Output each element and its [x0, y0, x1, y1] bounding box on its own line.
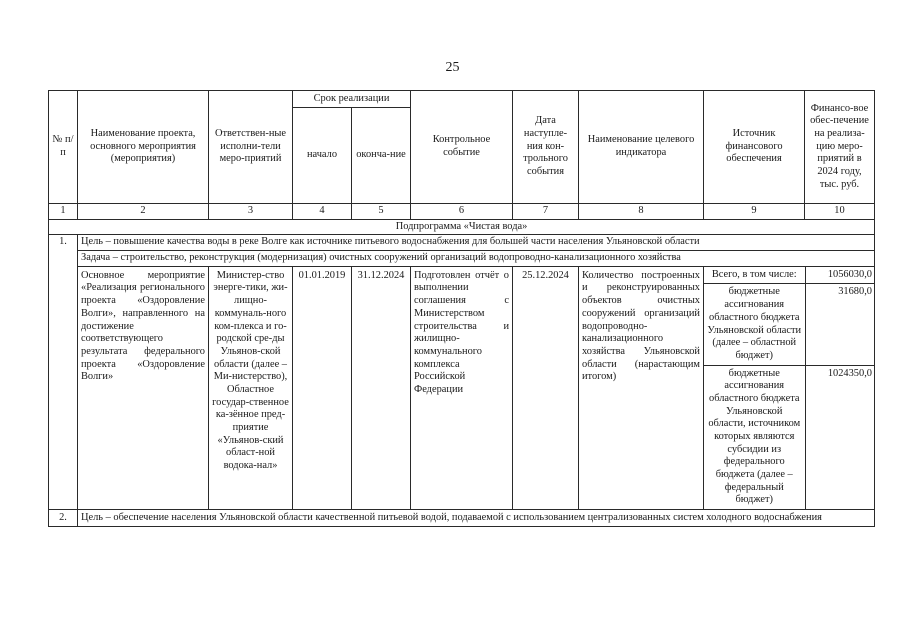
control-event: Подготовлен отчёт о выполнении соглашения с Министерством строительства и жилищно-коммунального комплекса Российской Федерации [411, 266, 513, 509]
financing-federal-row [704, 365, 875, 509]
header-col-start: начало [293, 108, 352, 204]
column-number: 6 [411, 204, 513, 220]
column-number: 1 [49, 204, 78, 220]
goal-2-text: Цель – обеспечение населения Ульяновской области качественной питьевой водой, подаваемой с использованием централизованных систем холодного водоснабжения [78, 510, 875, 527]
column-number: 9 [704, 204, 805, 220]
column-number: 5 [352, 204, 411, 220]
start-date: 01.01.2019 [293, 266, 352, 509]
goal-2-number: 2. [49, 510, 78, 527]
header-col-number: № п/п [49, 91, 78, 204]
goal-1-row [49, 235, 875, 251]
financing-federal-value: 1024350,0 [827, 367, 872, 379]
financing-cell [704, 266, 875, 509]
end-date: 31.12.2024 [352, 266, 411, 509]
goal-2-row [49, 510, 875, 527]
control-date: 25.12.2024 [513, 266, 579, 509]
header-col-responsible: Ответствен-ные исполни-тели меро-приятий [209, 91, 293, 204]
financing-regional-row [704, 284, 875, 365]
financing-subtable [704, 267, 875, 509]
financing-regional-label: бюджетные ассигнования областного бюджета Ульяновской области (далее – областной бюджет) [704, 284, 805, 365]
header-row-1 [49, 91, 875, 108]
goal-1-number: 1. [49, 235, 78, 510]
header-col-end: оконча-ние [352, 108, 411, 204]
column-number: 2 [78, 204, 209, 220]
header-term: Срок реализации [293, 91, 411, 108]
goal-1-text: Цель – повышение качества воды в реке Волге как источнике питьевого водоснабжения для большей части населения Ульяновской области [78, 235, 875, 251]
header-col-control-event: Контрольное событие [411, 91, 513, 204]
task-1-row [49, 251, 875, 267]
financing-federal-label: бюджетные ассигнования областного бюджета Ульяновской области, источником которых являются субсидии из федерального бюджета (далее – федеральный бюджет) [704, 365, 805, 509]
column-numbers-row [49, 204, 875, 220]
header-col-control-date: Дата наступле-ния кон-трольного события [513, 91, 579, 204]
target-indicator: Количество построенных и реконструированных объектов очистных сооружений организаций водопроводно-канализационного хозяйства Ульяновской области (нарастающим итогом) [579, 266, 704, 509]
column-number: 7 [513, 204, 579, 220]
main-event-name: Основное мероприятие «Реализация регионального проекта «Оздоровление Волги», направленного на достижение соответствующего результата федерального проекта «Оздоровление Волги» [78, 266, 209, 509]
subprogram-title: Подпрограмма «Чистая вода» [49, 219, 875, 235]
column-number: 8 [579, 204, 704, 220]
main-event-row [49, 266, 875, 509]
financing-total-label: Всего, в том числе: [704, 267, 805, 284]
column-number: 3 [209, 204, 293, 220]
responsible-executors: Министер-ство энерге-тики, жи-лищно-коммуналь-ного ком-плекса и го-родской сре-ды Ульянов-ской области (далее – Ми-нистерство), Областное государ-ственное ка-зённое пред-приятие «Ульянов-ский област-ной водока-нал» [209, 266, 293, 509]
financing-regional-value: 31680,0 [805, 284, 875, 365]
header-col-source: Источник финансового обеспечения [704, 91, 805, 204]
column-number: 10 [805, 204, 875, 220]
subprogram-row [49, 219, 875, 235]
financing-total-value: 1056030,0 [805, 267, 875, 284]
program-table [48, 90, 875, 527]
column-number: 4 [293, 204, 352, 220]
header-col-indicator: Наименование целевого индикатора [579, 91, 704, 204]
header-col-financing: Финансо-вое обес-печение на реализа-цию меро-приятий в 2024 году, тыс. руб. [805, 91, 875, 204]
header-col-name: Наименование проекта, основного мероприятия (мероприятия) [78, 91, 209, 204]
page-number: 25 [445, 60, 460, 75]
financing-total-row [704, 267, 875, 284]
task-1-text: Задача – строительство, реконструкция (модернизация) очистных сооружений организаций водопроводно-канализационного хозяйства [78, 251, 875, 267]
